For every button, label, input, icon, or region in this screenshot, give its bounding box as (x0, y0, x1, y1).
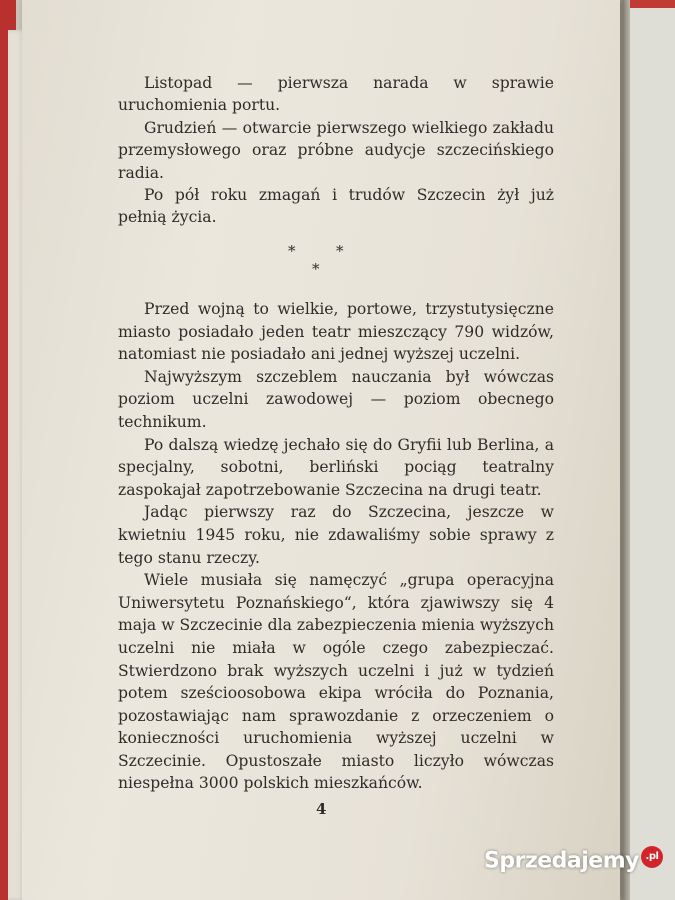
asterisk: * (288, 242, 296, 260)
asterisk: * (312, 260, 320, 278)
section-1-text (118, 72, 554, 229)
section-separator (260, 238, 380, 278)
watermark-logo (484, 846, 663, 873)
paragraph: Jadąc pierwszy raz do Szczecina, jeszcze w kwietniu 1945 roku, nie zdawaliśmy sobie sprawy z tego stanu rzeczy. (118, 503, 554, 567)
watermark-badge: .pl (641, 846, 663, 868)
section-2-text (118, 298, 554, 795)
paragraph: Grudzień — otwarcie pierwszego wielkiego zakładu przemysłowego oraz próbne audycje szczecińskiego radia. (118, 118, 554, 182)
paragraph: Przed wojną to wielkie, portowe, trzystutysięczne miasto posiadało jeden teatr mieszczący 790 widzów, natomiast nie posiadało ani jednej wyższej uczelni. (118, 300, 554, 364)
watermark-text: Sprzedajemy (484, 848, 639, 874)
paragraph: Wiele musiała się namęczyć „grupa operacyjna Uniwersytetu Poznańskiego“, która zjawiwszy się 4 maja w Szczecinie dla zabezpieczenia mienia wyższych uczelni nie miała w ogóle czego zabezpieczać. Stwierdzono brak wyższych uczelni i już w tydzień potem sześcioosobowa ekipa wróciła do Poznania, pozostawiając nam sprawozdanie z orzeczeniem o konieczności uruchomienia wyższej uczelni w Szczecinie. Opustoszałe miasto liczyło wówczas niespełna 3000 polskich mieszkańców. (118, 571, 554, 793)
asterisk: * (336, 242, 344, 260)
paragraph: Po pół roku zmagań i trudów Szczecin żył już pełnią życia. (118, 186, 554, 227)
background-red-surface-top (628, 0, 675, 8)
paragraph: Po dalszą wiedzę jechało się do Gryfii lub Berlina, a specjalny, sobotni, berliński pociąg teatralny zaspokajał zapotrzebowanie Szczecina na drugi teatr. (118, 435, 554, 499)
paragraph: Najwyższym szczeblem nauczania był wówczas poziom uczelni zawodowej — poziom obecnego technikum. (118, 367, 554, 431)
page-number: 4 (316, 800, 327, 818)
paragraph: Listopad — pierwsza narada w sprawie uruchomienia portu. (118, 74, 554, 115)
